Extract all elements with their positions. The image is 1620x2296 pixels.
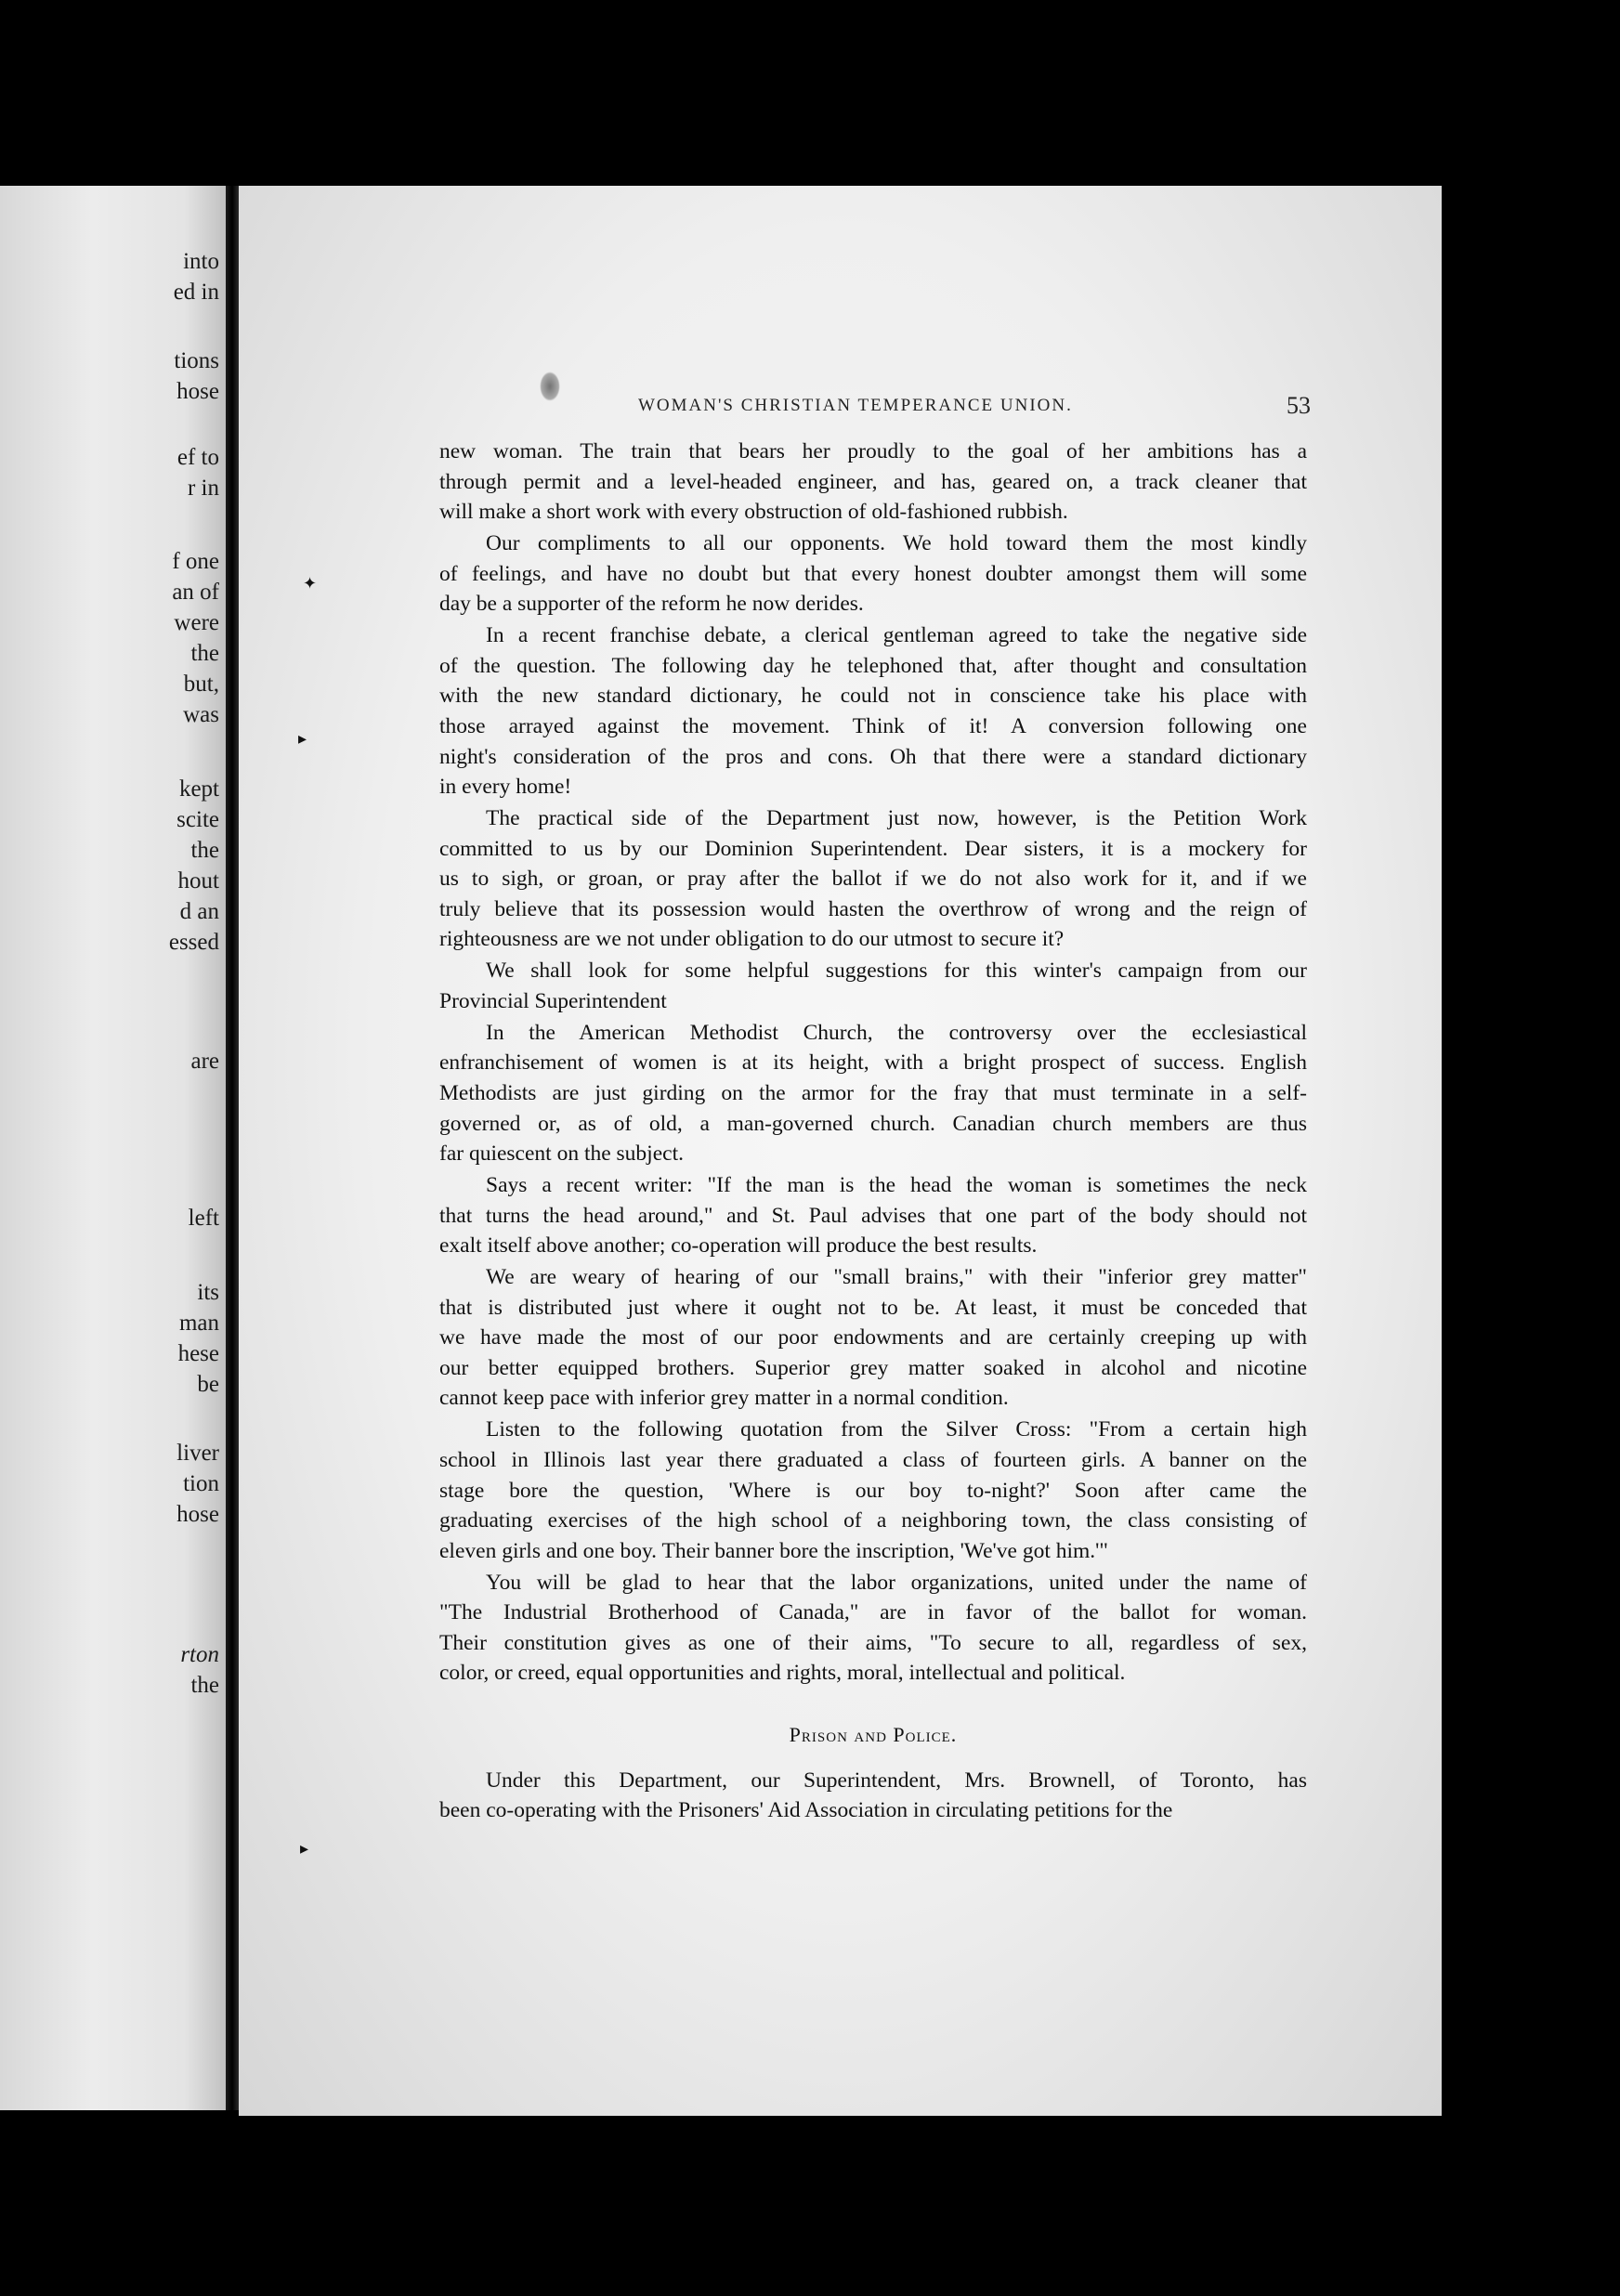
body-text <box>439 437 1307 1827</box>
left-page-fragment: essed <box>168 930 219 955</box>
left-page-fragment: hese <box>177 1341 219 1366</box>
page-number: 53 <box>1287 392 1311 419</box>
right-page <box>239 186 1442 2116</box>
text-line: righteousness are we not under obligation to do our utmost to secure it? <box>439 927 1065 952</box>
left-page-fragment: the <box>190 1673 219 1698</box>
left-page-fragment: the <box>190 838 219 863</box>
book-gutter <box>226 186 239 2110</box>
text-line: In a recent franchise debate, a clerical gentleman agreed to take the negative side <box>486 623 1307 648</box>
left-page-fragment: ef to <box>176 445 219 470</box>
section-heading: Prison and Police. <box>789 1723 958 1747</box>
text-line: far quiescent on the subject. <box>439 1141 684 1167</box>
ink-smudge <box>540 372 560 401</box>
text-line: In the American Methodist Church, the controversy over the ecclesiastical <box>486 1020 1307 1045</box>
text-line: Says a recent writer: "If the man is the head the woman is sometimes the neck <box>486 1173 1307 1198</box>
text-line: You will be glad to hear that the labor organizations, united under the name of <box>486 1570 1307 1595</box>
text-line: We are weary of hearing of our "small brains," with their "inferior grey matter" <box>486 1265 1307 1290</box>
text-line: been co-operating with the Prisoners' Aid Association in circulating petitions for the <box>439 1798 1173 1823</box>
text-line: new woman. The train that bears her proudly to the goal of her ambitions has a <box>439 439 1307 463</box>
text-line: in every home! <box>439 775 572 800</box>
paragraph <box>439 956 1307 1016</box>
left-page-fragment: left <box>188 1206 219 1231</box>
paragraph <box>439 1018 1307 1169</box>
left-page-fragment: f one <box>172 549 219 574</box>
text-line: of feelings, and have no doubt but that every honest doubter amongst them will some <box>439 561 1307 586</box>
text-line: Provincial Superintendent <box>439 988 667 1013</box>
text-line: our better equipped brothers. Superior grey matter soaked in alcohol and nicotine <box>439 1355 1307 1380</box>
text-line: will make a short work with every obstruction of old-fashioned rubbish. <box>439 500 1068 525</box>
text-line: school in Illinois last year there graduated a class of fourteen girls. A banner on the <box>439 1447 1307 1472</box>
paragraph <box>439 1568 1307 1689</box>
running-head: WOMAN'S CHRISTIAN TEMPERANCE UNION. <box>638 396 1073 415</box>
left-page-fragment: liver <box>176 1441 219 1466</box>
text-line: We shall look for some helpful suggestions for this winter's campaign from our <box>486 959 1307 984</box>
text-line: exalt itself above another; co-operation will produce the best results. <box>439 1233 1038 1259</box>
text-line: cannot keep pace with inferior grey matter in a normal condition. <box>439 1386 1009 1411</box>
text-line: committed to us by our Dominion Superintendent. Dear sisters, it is a mockery for <box>439 836 1307 861</box>
text-line: night's consideration of the pros and cons. Oh that there were a standard dictionary <box>439 744 1307 769</box>
left-page-fragment: an of <box>172 580 219 605</box>
text-line: with the new standard dictionary, he could not in conscience take his place with <box>439 684 1307 709</box>
left-page-fragment: was <box>183 702 219 727</box>
left-page <box>0 186 230 2110</box>
text-line: Our compliments to all our opponents. We hold toward them the most kindly <box>486 531 1307 556</box>
paragraph <box>439 528 1307 620</box>
text-line: that turns the head around," and St. Paul advises that one part of the body should not <box>439 1203 1307 1228</box>
left-page-fragment: tion <box>183 1471 219 1496</box>
text-line: "The Industrial Brotherhood of Canada," are in favor of the ballot for woman. <box>439 1600 1307 1625</box>
text-line: enfranchisement of women is at its height, with a bright prospect of success. English <box>439 1050 1307 1076</box>
left-page-fragment: the <box>190 641 219 666</box>
text-line: Listen to the following quotation from the Silver Cross: "From a certain high <box>486 1417 1307 1442</box>
paragraph <box>439 1415 1307 1566</box>
left-page-fragment: man <box>178 1311 219 1336</box>
left-page-fragment: were <box>174 610 219 635</box>
left-page-fragment: scite <box>176 807 219 832</box>
left-page-fragment: hose <box>176 379 219 404</box>
text-line: us to sigh, or groan, or pray after the ballot if we do not also work for it, and if we <box>439 867 1307 892</box>
left-page-fragment: be <box>197 1372 219 1397</box>
text-line: we have made the most of our poor endowments and are certainly creeping up with <box>439 1325 1307 1350</box>
margin-speck: ▸ <box>298 729 307 748</box>
text-line: truly believe that its possession would hasten the overthrow of wrong and the reign of <box>439 896 1307 921</box>
text-line: stage bore the question, 'Where is our boy to-night?' Soon after came the <box>439 1478 1307 1503</box>
paragraph <box>439 620 1307 802</box>
text-line: graduating exercises of the high school of a neighboring town, the class consisting of <box>439 1508 1307 1533</box>
text-line: Under this Department, our Superintendent, Mrs. Brownell, of Toronto, has <box>486 1768 1307 1793</box>
text-line: Methodists are just girding on the armor for the fray that must terminate in a self- <box>439 1080 1307 1105</box>
text-line: those arrayed against the movement. Think of it! A conversion following one <box>439 713 1307 738</box>
paragraph <box>439 437 1307 528</box>
text-line: that is distributed just where it ought not to be. At least, it must be conceded that <box>439 1295 1307 1320</box>
paragraph <box>439 803 1307 955</box>
left-page-fragment: hose <box>176 1502 219 1527</box>
margin-speck: ✦ <box>303 574 318 593</box>
margin-speck: ▸ <box>300 1839 309 1858</box>
left-page-fragment: but, <box>183 672 219 697</box>
text-line: through permit and a level-headed engineer, and has, geared on, a track cleaner that <box>439 469 1307 494</box>
left-page-fragment: kept <box>178 776 219 802</box>
left-page-fragment: hout <box>177 868 219 894</box>
text-line: day be a supporter of the reform he now derides. <box>439 592 864 617</box>
paragraph <box>439 1262 1307 1414</box>
text-line: of the question. The following day he telephoned that, after thought and consultation <box>439 653 1307 678</box>
left-page-fragment: into <box>183 249 219 274</box>
left-page-fragment: are <box>190 1049 219 1074</box>
left-page-fragment: r in <box>187 476 219 501</box>
text-line: The practical side of the Department just now, however, is the Petition Work <box>486 806 1307 831</box>
left-page-fragment: rton <box>180 1642 219 1667</box>
paragraph <box>439 1766 1307 1826</box>
text-line: color, or creed, equal opportunities and rights, moral, intellectual and political. <box>439 1661 1126 1686</box>
text-line: governed or, as of old, a man-governed church. Canadian church members are thus <box>439 1111 1307 1136</box>
left-page-fragment: its <box>197 1280 219 1305</box>
text-line: eleven girls and one boy. Their banner bore the inscription, 'We've got him.'" <box>439 1538 1108 1563</box>
left-page-fragment: tions <box>174 348 219 373</box>
left-page-fragment: d an <box>179 899 219 924</box>
left-page-fragment: ed in <box>173 280 219 305</box>
text-line: Their constitution gives as one of their aims, "To secure to all, regardless of sex, <box>439 1630 1307 1655</box>
paragraph <box>439 1170 1307 1261</box>
